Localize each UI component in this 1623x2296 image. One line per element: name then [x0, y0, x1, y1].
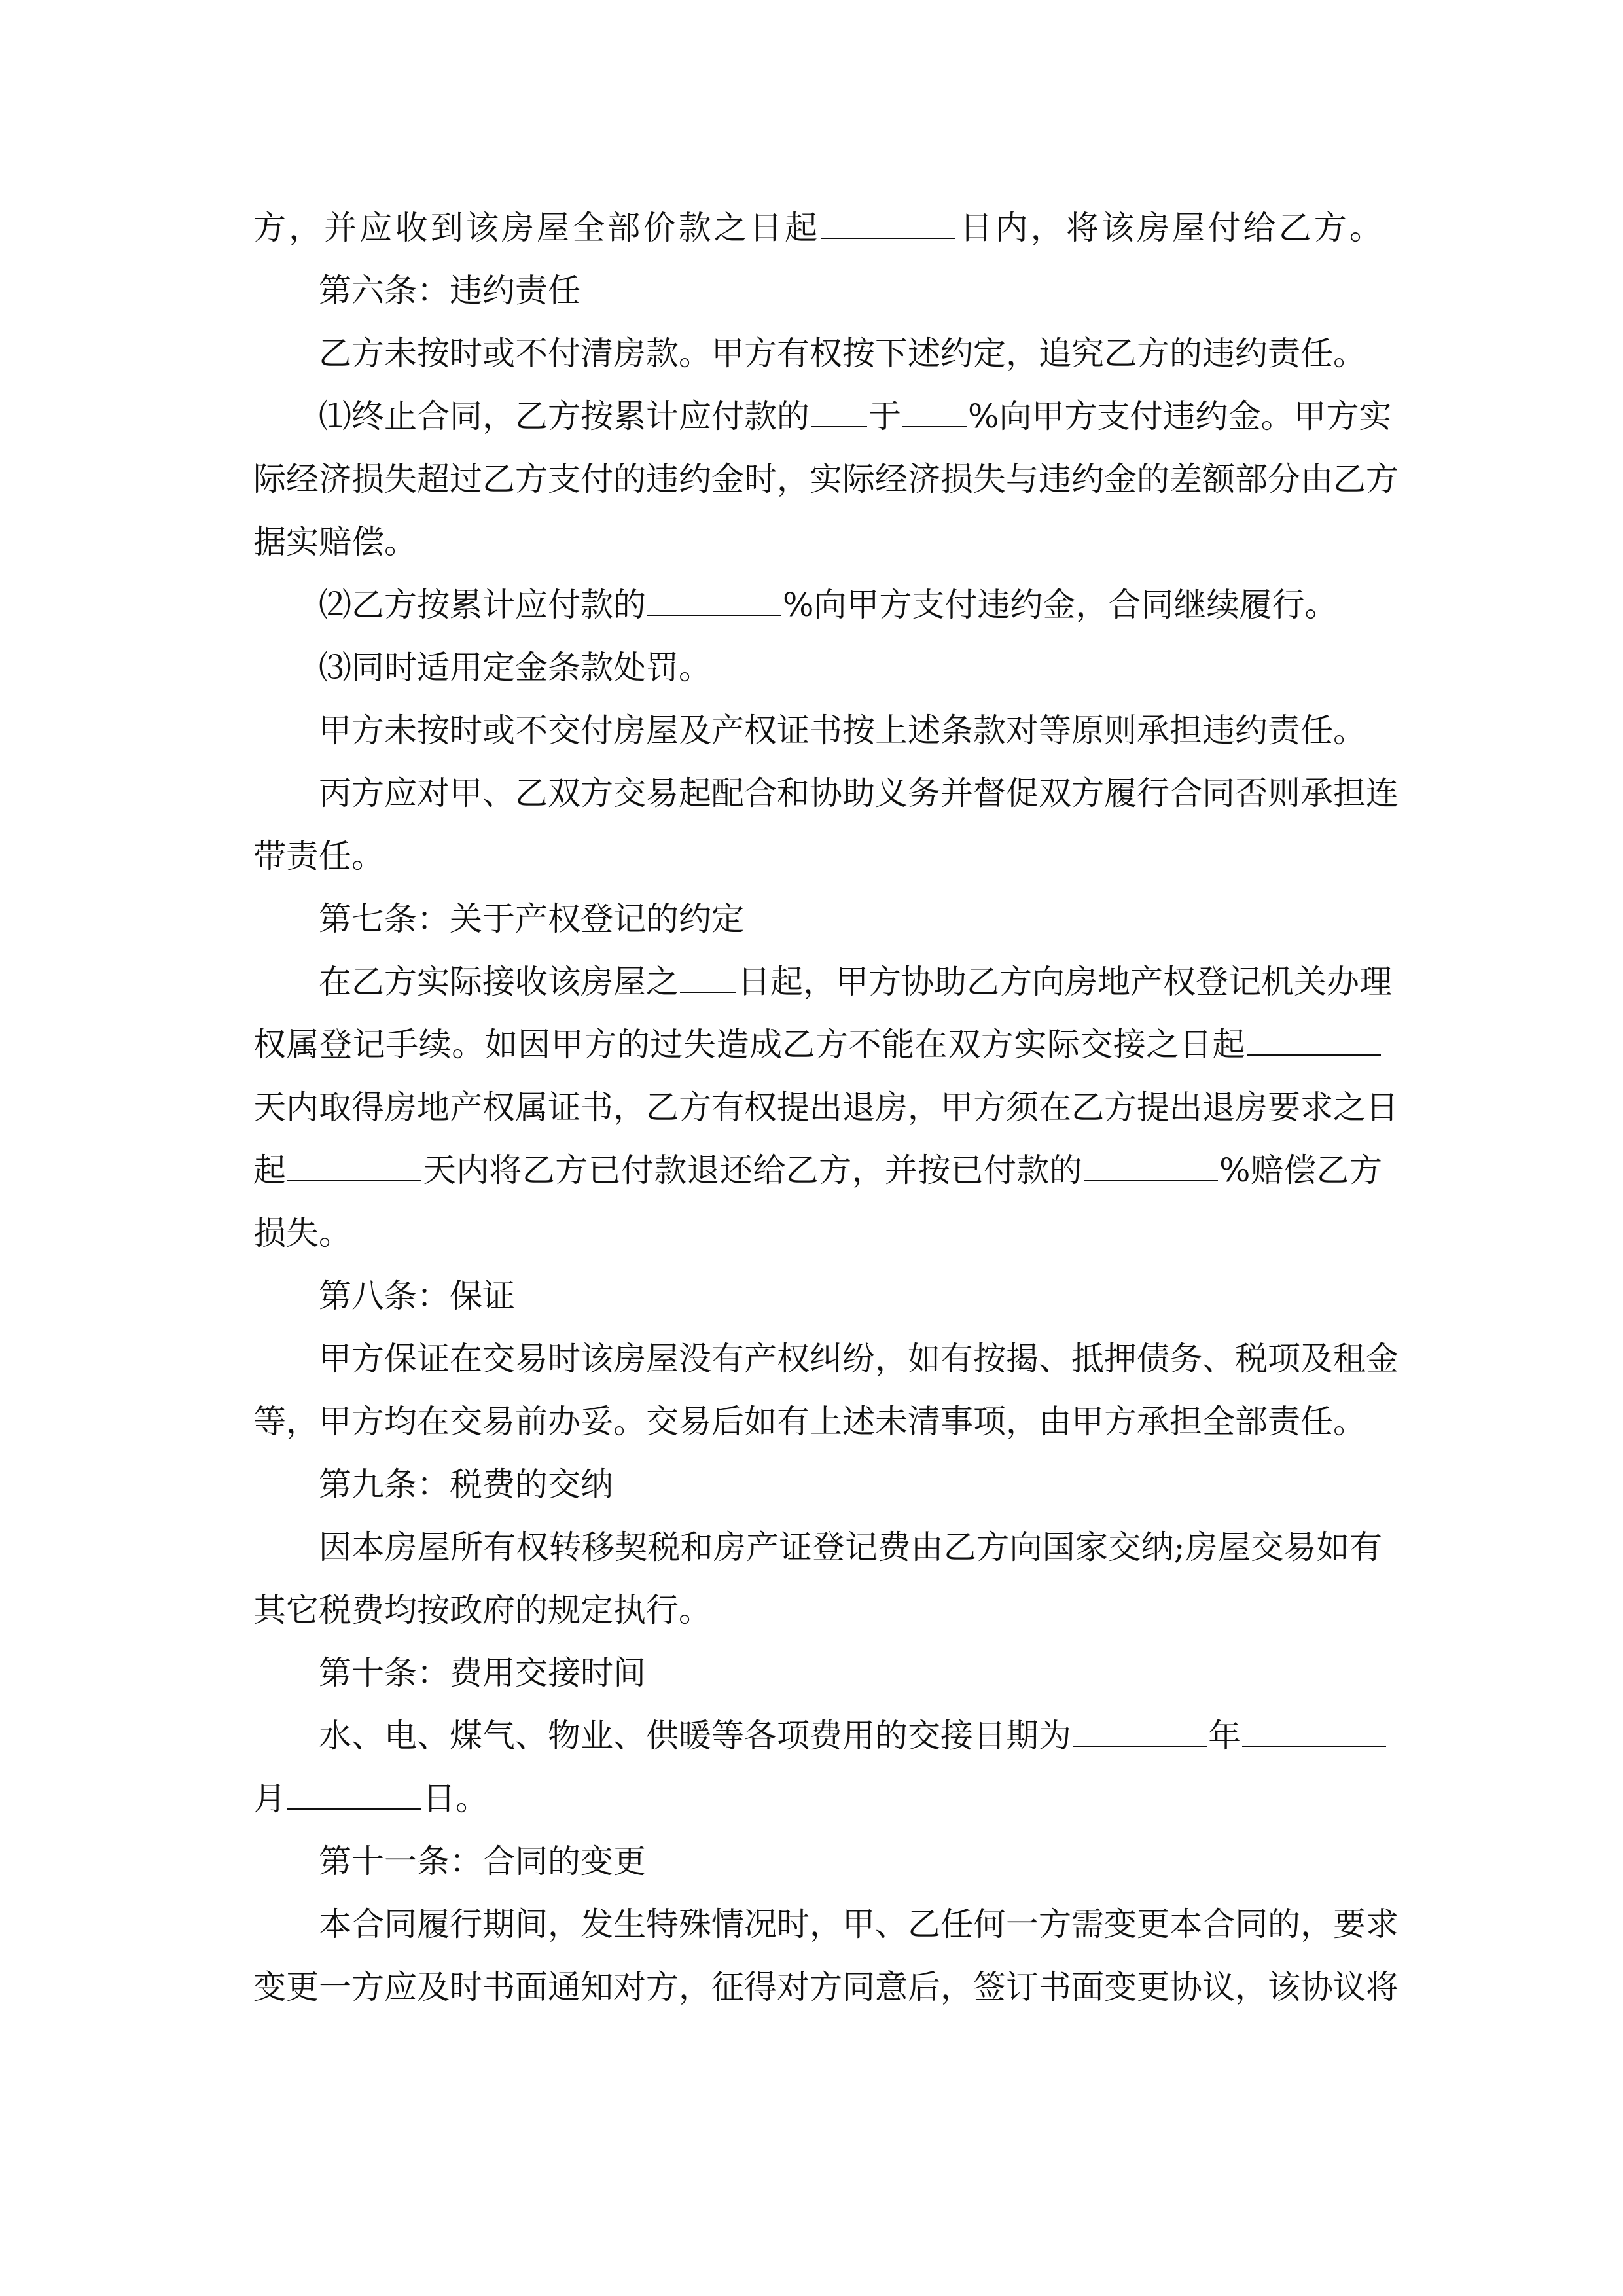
text-run: 水、电、煤气、物业、供暖等各项费用的交接日期为 [319, 1717, 1071, 1755]
text-run: ⑴终止合同，乙方按累计应付款的 [319, 397, 810, 435]
paragraph-line [253, 573, 1382, 636]
fill-in-blank [1242, 1719, 1386, 1747]
text-run: 日。 [423, 1780, 488, 1818]
paragraph-line [253, 1956, 1399, 2018]
paragraph-line [253, 1076, 1399, 1139]
text-run: 年 [1208, 1717, 1241, 1755]
text-run: 丙方应对甲、乙双方交易起配合和协助义务并督促双方履行合同否则承担连 [319, 774, 1399, 812]
article-heading-text: 第七条：关于产权登记的约定 [319, 900, 744, 938]
text-run: 在乙方实际接收该房屋之 [319, 963, 679, 1001]
paragraph-line [253, 196, 1382, 259]
paragraph-line [253, 950, 1392, 1013]
text-run: 甲方保证在交易时该房屋没有产权纠纷，如有按揭、抵押债务、税项及租金 [319, 1340, 1399, 1378]
paragraph-line [253, 1390, 1382, 1453]
fill-in-blank [811, 400, 867, 427]
article-heading-text: 第十条：费用交接时间 [319, 1654, 646, 1692]
text-run: 本合同履行期间，发生特殊情况时，甲、乙任何一方需变更本合同的，要求 [319, 1905, 1399, 1943]
fill-in-blank [647, 588, 781, 616]
text-run: 日内，将该房屋付给乙方。 [957, 209, 1383, 247]
paragraph-line [253, 1516, 1382, 1579]
paragraph-line [253, 511, 1382, 573]
text-run: 方，并应收到该房屋全部价款之日起 [253, 209, 821, 247]
fill-in-blank [287, 1154, 421, 1181]
article-heading [253, 259, 1382, 322]
text-run: 于 [868, 397, 901, 435]
text-run: ⑵乙方按累计应付款的 [319, 586, 646, 624]
article-heading [253, 1453, 1382, 1516]
text-run: 起 [253, 1151, 287, 1189]
paragraph-line [253, 1579, 1382, 1641]
text-run: 等，甲方均在交易前办妥。交易后如有上述未清事项，由甲方承担全部责任。 [253, 1403, 1366, 1441]
paragraph-line [253, 825, 1382, 888]
text-run: 损失。 [253, 1214, 351, 1252]
fill-in-blank [287, 1782, 421, 1810]
paragraph-line [253, 385, 1392, 448]
text-run: 际经济损失超过乙方支付的违约金时，实际经济损失与违约金的差额部分由乙方 [253, 460, 1399, 498]
text-run: 甲方未按时或不交付房屋及产权证书按上述条款对等原则承担违约责任。 [319, 711, 1366, 749]
text-run: %赔偿乙方 [1219, 1151, 1383, 1189]
text-run: 乙方未按时或不付清房款。甲方有权按下述约定，追究乙方的违约责任。 [319, 334, 1366, 372]
article-heading-text: 第十一条：合同的变更 [319, 1842, 646, 1880]
paragraph-line [253, 1139, 1382, 1202]
text-run: 权属登记手续。如因甲方的过失造成乙方不能在双方实际交接之日起 [253, 1026, 1245, 1064]
paragraph-line [253, 448, 1399, 511]
paragraph-line [253, 1704, 1382, 1767]
text-run: ⑶同时适用定金条款处罚。 [319, 649, 711, 687]
text-run: %向甲方支付违约金，合同继续履行。 [783, 586, 1338, 624]
paragraph-line [253, 699, 1382, 762]
document-body [253, 196, 1399, 2018]
article-heading-text: 第六条：违约责任 [319, 272, 580, 310]
article-heading [253, 1265, 1382, 1327]
paragraph-line [253, 1767, 1382, 1830]
text-run: 带责任。 [253, 837, 384, 875]
fill-in-blank [1084, 1154, 1218, 1181]
text-run: 因本房屋所有权转移契税和房产证登记费由乙方向国家交纳;房屋交易如有 [319, 1528, 1382, 1566]
article-heading-text: 第九条：税费的交纳 [319, 1465, 613, 1503]
paragraph-line [253, 1327, 1399, 1390]
text-run: 天内取得房地产权属证书，乙方有权提出退房，甲方须在乙方提出退房要求之日 [253, 1088, 1399, 1126]
text-run: 日起，甲方协助乙方向房地产权登记机关办理 [738, 963, 1392, 1001]
text-run: %向甲方支付违约金。甲方实 [968, 397, 1392, 435]
fill-in-blank [821, 211, 955, 239]
paragraph-line [253, 1202, 1382, 1265]
article-heading [253, 888, 1382, 950]
paragraph-line [253, 1893, 1399, 1956]
text-run: 其它税费均按政府的规定执行。 [253, 1591, 711, 1629]
text-run: 天内将乙方已付款退还给乙方，并按已付款的 [423, 1151, 1083, 1189]
text-run: 月 [253, 1780, 286, 1818]
paragraph-line [253, 322, 1382, 385]
text-run: 据实赔偿。 [253, 523, 417, 561]
article-heading [253, 1641, 1382, 1704]
article-heading-text: 第八条：保证 [319, 1277, 515, 1315]
fill-in-blank [1247, 1028, 1381, 1056]
fill-in-blank [902, 400, 967, 427]
paragraph-line [253, 762, 1399, 825]
paragraph-line [253, 636, 1382, 699]
text-run: 变更一方应及时书面通知对方，征得对方同意后，签订书面变更协议，该协议将 [253, 1968, 1399, 2006]
article-heading [253, 1830, 1382, 1893]
fill-in-blank [680, 965, 736, 993]
paragraph-line [253, 1013, 1382, 1076]
fill-in-blank [1073, 1719, 1207, 1747]
